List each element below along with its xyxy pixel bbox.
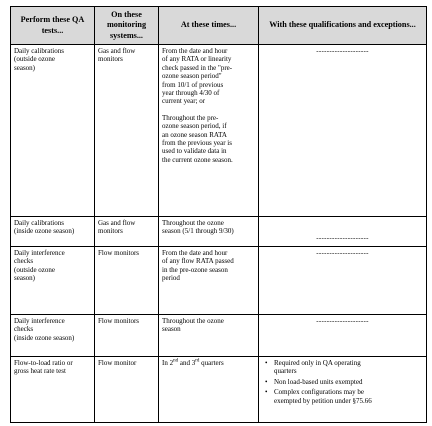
times-text: From the date and hour <box>162 249 228 257</box>
times-text: the current ozone season. <box>162 155 233 164</box>
qualification-text: • Required only in QA operating <box>274 359 361 367</box>
qa-test-text: Daily calibrations <box>14 47 64 55</box>
header-qualifications: With these qualifications and exceptions... <box>259 7 427 45</box>
times-text: an ozone season RATA <box>162 130 227 139</box>
qa-test-text: Daily calibrations <box>14 219 64 227</box>
times-text: of any RATA or linearity <box>162 55 232 64</box>
qa-test-text: checks <box>14 325 34 334</box>
times-text: in the pre-ozone season <box>162 265 228 274</box>
qa-test-text: checks <box>14 257 34 266</box>
times-cell <box>159 357 259 423</box>
times-text: ozone season period" <box>162 72 222 81</box>
times-mid: and 3 <box>178 359 196 367</box>
qualification-cell: -------------------- <box>259 45 427 217</box>
qa-test-cell <box>11 357 95 423</box>
system-text: Gas and flow <box>98 47 136 55</box>
header-qa-tests: Perform these QA tests... <box>11 7 95 45</box>
times-text: season <box>162 325 181 334</box>
qualification-cell: -------------------- <box>259 217 427 247</box>
times-text: ozone season period, if <box>162 122 227 131</box>
qa-test-text: (inside ozone season) <box>14 227 75 236</box>
table-header-row <box>11 7 427 45</box>
qualification-cell <box>259 357 427 423</box>
qa-test-text: (outside ozone <box>14 265 56 274</box>
times-cell <box>159 315 259 357</box>
list-item <box>274 359 423 376</box>
times-text: Throughout the ozone <box>162 219 224 227</box>
system-text: monitors <box>98 227 123 236</box>
table-row <box>11 357 427 423</box>
qualification-text: exempted by petition under §75.66 <box>274 396 372 405</box>
times-text: year through 4/30 of <box>162 88 220 97</box>
times-text: of any flow RATA passed <box>162 257 234 266</box>
monitoring-system-cell <box>95 247 159 315</box>
times-prefix: In 2 <box>162 359 174 367</box>
times-text: Throughout the pre- <box>162 113 219 122</box>
times-cell <box>159 45 259 217</box>
ordinal-suffix: nd <box>173 358 179 364</box>
qualification-list <box>262 359 423 405</box>
qa-test-text: (inside ozone season) <box>14 333 75 342</box>
qa-test-cell <box>11 247 95 315</box>
times-text: current year; or <box>162 97 206 106</box>
monitoring-system-cell <box>95 45 159 217</box>
header-monitoring-systems: On these monitoring systems... <box>95 7 159 45</box>
system-text: monitors <box>98 55 123 64</box>
times-text: season (5/1 through 9/30) <box>162 227 234 236</box>
qa-test-text: season) <box>14 274 35 283</box>
times-text: from 10/1 of previous <box>162 80 224 89</box>
table-row <box>11 45 427 217</box>
system-text: Flow monitors <box>98 317 140 325</box>
header-times: At these times... <box>159 7 259 45</box>
monitoring-system-cell <box>95 357 159 423</box>
qa-test-text: Flow-to-load ratio or <box>14 359 73 367</box>
list-item <box>274 378 423 386</box>
system-text: Flow monitor <box>98 359 137 367</box>
system-text: Flow monitors <box>98 249 140 257</box>
monitoring-system-cell <box>95 217 159 247</box>
times-text: Throughout the ozone <box>162 317 224 325</box>
ordinal-suffix: rd <box>195 358 200 364</box>
qa-test-cell <box>11 45 95 217</box>
times-text: period <box>162 274 180 283</box>
table-row <box>11 217 427 247</box>
table-row <box>11 247 427 315</box>
times-text: used to validate data in <box>162 147 227 156</box>
times-cell <box>159 247 259 315</box>
system-text: Gas and flow <box>98 219 136 227</box>
qa-test-text: gross heat rate test <box>14 367 66 376</box>
times-text: From the date and hour <box>162 47 228 55</box>
qa-test-text: Daily interference <box>14 317 65 325</box>
qa-test-text: Daily interference <box>14 249 65 257</box>
table-row <box>11 315 427 357</box>
qa-requirements-table <box>10 6 427 423</box>
list-item <box>274 388 423 405</box>
times-suffix: quarters <box>199 359 224 367</box>
monitoring-system-cell <box>95 315 159 357</box>
qualification-text: quarters <box>274 367 297 376</box>
times-text <box>162 359 255 367</box>
times-cell <box>159 217 259 247</box>
qualification-cell: -------------------- <box>259 315 427 357</box>
qa-test-cell <box>11 315 95 357</box>
qa-test-cell <box>11 217 95 247</box>
times-text: from the previous year is <box>162 138 232 147</box>
qualification-text: • Non load-based units exempted <box>274 377 363 386</box>
qualification-cell: -------------------- <box>259 247 427 315</box>
qa-test-text: season) <box>14 63 35 72</box>
qualification-text: • Complex configurations may be <box>274 388 365 397</box>
times-text: check passed in the "pre- <box>162 63 233 72</box>
qa-test-text: (outside ozone <box>14 55 56 64</box>
